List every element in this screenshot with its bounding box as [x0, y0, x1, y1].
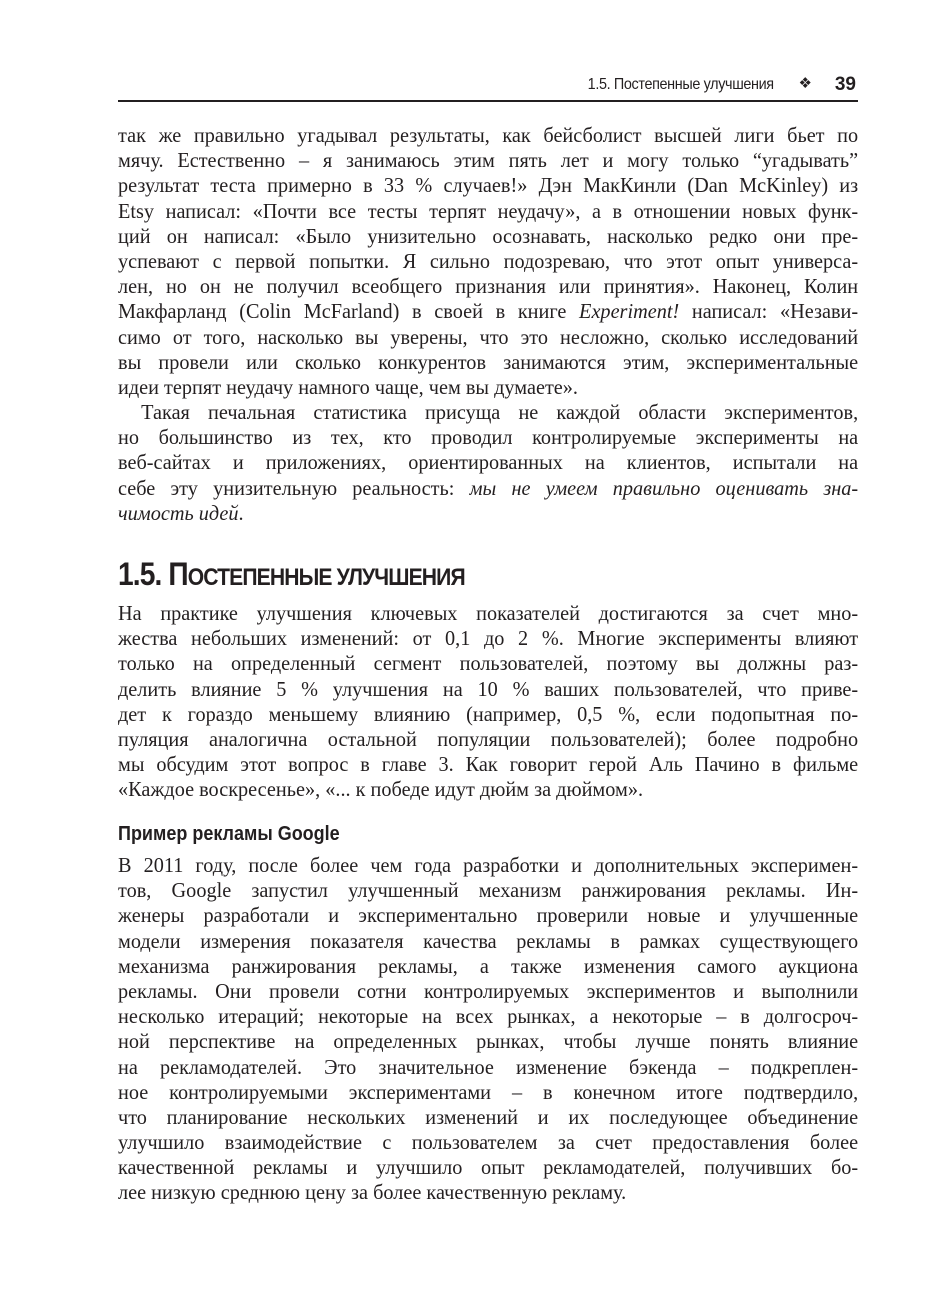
text-line: дет к гораздо меньшему влиянию (например, 0,5 %, если подопытная по- — [118, 701, 859, 726]
text-line: несколько итераций; некоторые на всех рынках, а некоторые – в долгосроч- — [118, 1004, 859, 1029]
text-line: Etsy написал: «Почти все тесты терпят неудачу», а в отношении новых функ- — [118, 198, 859, 223]
subsection-heading: Пример рекламы Google — [118, 823, 340, 845]
text-line: симо от того, насколько вы уверены, что это несложно, сколько исследований — [118, 324, 859, 349]
text-line: идеи терпят неудачу намного чаще, чем вы думаете». — [118, 374, 579, 399]
text-line: Такая печальная статистика присуща не каждой области экспериментов, — [141, 400, 859, 424]
page-number: 39 — [834, 74, 856, 95]
text-line: На практике улучшения ключевых показателей достигаются за счет мно- — [118, 601, 859, 625]
section-title-cap: П — [168, 556, 188, 592]
text-span: Макфарланд (Colin McFarland) в своей в книге — [118, 299, 580, 324]
text-line: тов, Google запустил улучшенный механизм ранжирования рекламы. Ин- — [118, 878, 859, 903]
text-line: веб-сайтах и приложениях, ориентированных на клиентов, испытали на — [118, 450, 859, 475]
paragraph-4 — [118, 853, 858, 1206]
text-span: написал: «Незави- — [679, 299, 859, 324]
text-line — [118, 299, 858, 324]
text-line: ной перспективе на определенных рынках, чтобы лучше понять влияние — [118, 1029, 859, 1054]
book-title: Experiment! — [579, 299, 680, 324]
text-line: делить влияние 5 % улучшения на 10 % ваших пользователей, что приве- — [118, 676, 859, 701]
running-title: 1.5. Постепенные улучшения — [587, 76, 774, 93]
text-line: качественной рекламы и улучшило опыт рекламодателей, получивших бо- — [118, 1155, 859, 1180]
paragraph-1 — [118, 123, 858, 400]
section-title-text: ОСТЕПЕННЫЕ УЛУЧШЕНИЯ — [187, 564, 465, 591]
text-line: что планирование нескольких изменений и их последующее объединение — [118, 1104, 859, 1129]
text-line: пуляция аналогична остальной популяции пользователей); более подробно — [118, 726, 859, 751]
text-line: мячу. Естественно – я занимаюсь этим пять лет и могу только “угадывать” — [118, 148, 859, 173]
text-line: рекламы. Они провели сотни контролируемых экспериментов и выполнили — [118, 978, 859, 1003]
text-line: жества небольших изменений: от 0,1 до 2 %. Многие эксперименты влияют — [118, 626, 859, 651]
paragraph-3 — [118, 601, 858, 803]
paragraph-2 — [118, 400, 858, 526]
text-line: лее низкую среднюю цену за более качественную рекламу. — [118, 1180, 627, 1205]
text-line: на рекламодателей. Это значительное изменение бэкенда – подкреплен- — [118, 1054, 859, 1079]
text-line: успевают с первой попытки. Я сильно подозреваю, что этот опыт универса- — [118, 248, 859, 273]
emphasis-text: чимость идей — [118, 500, 239, 525]
text-line: результат теста примерно в 33 % случаев!» Дэн МакКинли (Dan McKinley) из — [118, 173, 859, 198]
text-line — [118, 476, 858, 501]
section-number: 1.5. — [118, 556, 162, 592]
text-line: но большинство из тех, кто проводил контролируемые эксперименты на — [118, 425, 859, 450]
ornament-icon: ❖ — [798, 74, 812, 92]
emphasis-text: мы не умеем правильно оценивать зна- — [469, 475, 859, 500]
text-line: модели измерения показателя качества рекламы в рамках существующего — [118, 928, 859, 953]
text-line: В 2011 году, после более чем года разработки и дополнительных эксперимен- — [118, 853, 859, 877]
text-line: ное контролируемыми экспериментами – в конечном итоге подтвердило, — [118, 1079, 859, 1104]
text-line — [118, 501, 858, 526]
text-line: «Каждое воскресенье», «... к победе идут дюйм за дюймом». — [118, 777, 644, 802]
text-line: ций он написал: «Было унизительно осознавать, насколько редко они пре- — [118, 223, 859, 248]
text-line: лен, но он не получил всеобщего признания или принятия». Наконец, Колин — [118, 274, 859, 299]
text-span: . — [238, 500, 244, 525]
text-line: вы провели или сколько конкурентов занимаются этим, экспериментальные — [118, 349, 859, 374]
text-line: только на определенный сегмент пользователей, поэтому вы должны раз- — [118, 651, 859, 676]
text-line: женеры разработали и экспериментально проверили новые и улучшенные — [118, 903, 859, 928]
section-title-rest — [188, 564, 465, 591]
running-header — [118, 70, 858, 102]
text-line: улучшило взаимодействие с пользователем за счет предоставления более — [118, 1130, 859, 1155]
text-line: механизма ранжирования рекламы, а также изменения самого аукциона — [118, 953, 859, 978]
section-heading — [118, 556, 465, 593]
text-line: так же правильно угадывал результаты, как бейсболист высшей лиги бьет по — [118, 123, 859, 147]
text-line: мы обсудим этот вопрос в главе 3. Как говорит герой Аль Пачино в фильме — [118, 752, 859, 777]
text-span: себе эту унизительную реальность: — [118, 475, 470, 500]
